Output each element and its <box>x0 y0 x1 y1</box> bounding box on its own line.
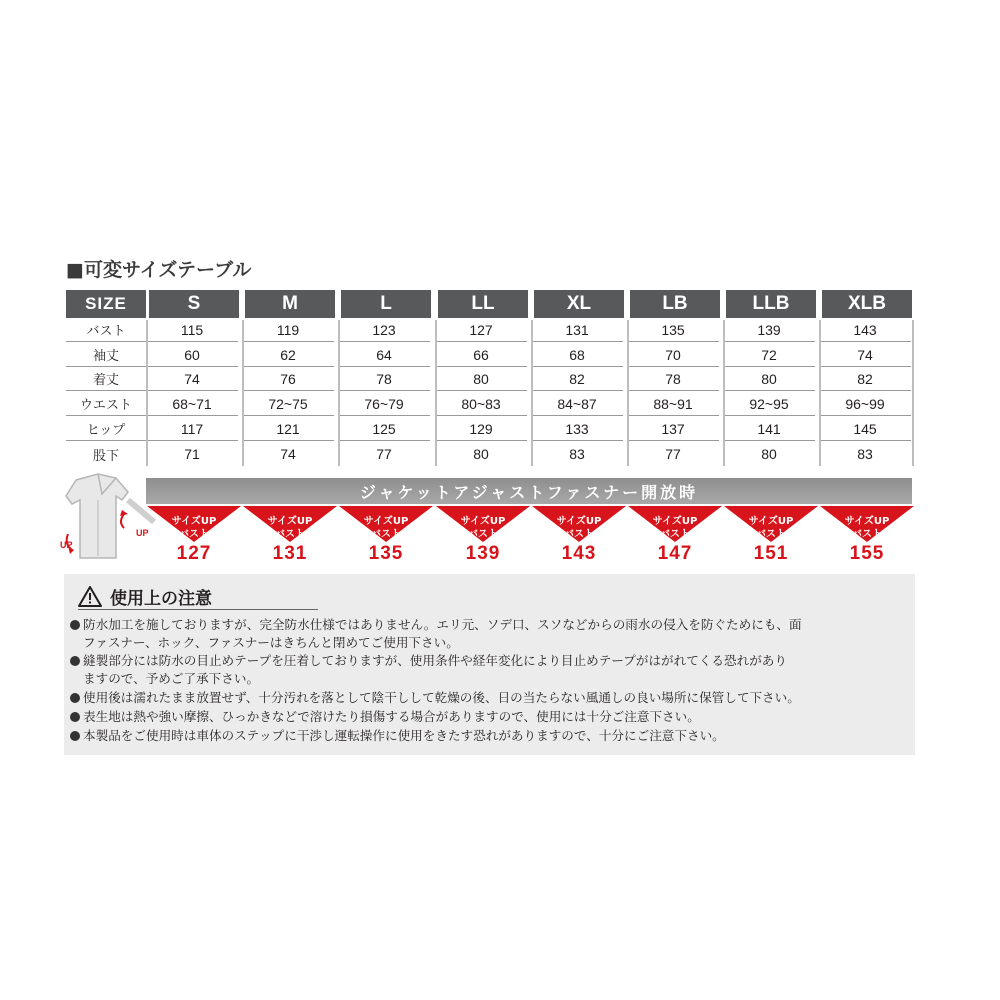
size-header-cell: LB <box>630 290 720 318</box>
page-title <box>66 255 251 281</box>
table-cell: 82 <box>819 367 911 391</box>
banner-label: ジャケットアジャストファスナー開放時 <box>359 482 699 502</box>
table-cell: 145 <box>819 417 911 441</box>
table-cell: 82 <box>531 367 623 391</box>
table-cell: 78 <box>627 367 719 391</box>
table-cell: 68 <box>531 343 623 367</box>
row-label: 袖丈 <box>66 343 146 367</box>
table-cell: 60 <box>146 343 238 367</box>
badge-value: 135 <box>368 543 404 564</box>
column-divider <box>338 320 340 466</box>
size-header-cell: S <box>149 290 239 318</box>
table-cell: 72 <box>723 343 815 367</box>
size-header-cell: L <box>341 290 431 318</box>
caution-title <box>78 584 318 610</box>
badge-line2: バスト <box>371 529 401 540</box>
table-cell: 78 <box>338 367 430 391</box>
table-cell: 83 <box>857 446 873 462</box>
badge-line1: サイズUP <box>363 516 409 527</box>
badge-value: 143 <box>561 543 597 564</box>
table-cell: 68~71 <box>146 392 238 416</box>
size-up-badge <box>532 506 626 566</box>
badge-line1: サイズUP <box>748 516 794 527</box>
size-header-cell: M <box>245 290 335 318</box>
badge-line1: サイズUP <box>844 516 890 527</box>
size-up-badge <box>724 506 818 566</box>
table-cell: 71 <box>184 446 200 462</box>
size-up-badge <box>243 506 337 566</box>
caution-note <box>70 616 910 652</box>
table-cell: 80~83 <box>435 392 527 416</box>
size-up-badge <box>147 506 241 566</box>
badge-line2: バスト <box>660 529 690 540</box>
table-cell: 133 <box>531 417 623 441</box>
jacket-illustration <box>58 470 158 566</box>
badge-line2: バスト <box>852 529 882 540</box>
table-cell: 74 <box>280 446 296 462</box>
table-cell: 123 <box>338 318 430 342</box>
badge-line2: バスト <box>179 529 209 540</box>
column-divider <box>242 320 244 466</box>
table-cell: 121 <box>242 417 334 441</box>
column-divider <box>819 320 821 466</box>
table-cell: 131 <box>531 318 623 342</box>
table-cell: 74 <box>819 343 911 367</box>
table-cell: 80 <box>723 367 815 391</box>
size-up-badge <box>436 506 530 566</box>
size-header: SIZE <box>66 290 146 318</box>
caution-note <box>70 727 910 745</box>
note-text: 本製品をご使用時は車体のステップに干渉し運転操作に使用をきたす恐れがありますので、十分にご注意下さい。 <box>83 728 725 743</box>
table-cell: 143 <box>819 318 911 342</box>
table-cell: 80 <box>473 446 489 462</box>
column-divider <box>435 320 437 466</box>
table-cell: 117 <box>146 417 238 441</box>
bullet-icon <box>70 731 80 741</box>
title-text: ■可変サイズテーブル <box>66 258 252 281</box>
column-divider <box>146 320 148 466</box>
badge-value: 139 <box>465 543 501 564</box>
table-cell: 88~91 <box>627 392 719 416</box>
badge-value: 127 <box>176 543 212 564</box>
table-cell: 72~75 <box>242 392 334 416</box>
note-text: ますので、予めご了承下さい。 <box>83 671 260 686</box>
note-text: 使用後は濡れたまま放置せず、十分汚れを落として陰干しして乾燥の後、日の当たらない風通しの良い場所に保管して下さい。 <box>83 690 800 705</box>
table-cell: 83 <box>569 446 585 462</box>
up-label-right: UP <box>136 528 149 538</box>
table-cell: 64 <box>338 343 430 367</box>
size-up-badge <box>820 506 914 566</box>
table-cell: 84~87 <box>531 392 623 416</box>
caution-box <box>64 574 915 755</box>
note-text: 表生地は熱や強い摩擦、ひっかきなどで溶けたり損傷する場合がありますので、使用には十分ご注意下さい。 <box>83 709 700 724</box>
table-cell: 96~99 <box>819 392 911 416</box>
table-cell: 115 <box>146 318 238 342</box>
up-label-left: UP <box>60 540 73 550</box>
table-cell: 119 <box>242 318 334 342</box>
badge-line1: サイズUP <box>267 516 313 527</box>
row-label: ウエスト <box>66 392 146 416</box>
table-cell: 80 <box>761 446 777 462</box>
table-cell: 77 <box>665 446 681 462</box>
table-cell: 135 <box>627 318 719 342</box>
table-cell: 125 <box>338 417 430 441</box>
table-cell: 76~79 <box>338 392 430 416</box>
note-text: 防水加工を施しておりますが、完全防水仕様ではありません。エリ元、ソデ口、スソなどからの雨水の侵入を防ぐためにも、面 <box>83 617 802 632</box>
bullet-icon <box>70 693 80 703</box>
table-cell: 74 <box>146 367 238 391</box>
table-cell: 77 <box>376 446 392 462</box>
table-cell: 139 <box>723 318 815 342</box>
bullet-icon <box>70 656 80 666</box>
size-up-badge <box>339 506 433 566</box>
row-label: 股下 <box>92 448 119 464</box>
badge-value: 155 <box>849 543 885 564</box>
badge-line2: バスト <box>564 529 594 540</box>
column-divider <box>627 320 629 466</box>
badge-value: 131 <box>272 543 308 564</box>
size-header-cell: XL <box>534 290 624 318</box>
table-cell: 127 <box>435 318 527 342</box>
table-cell: 70 <box>627 343 719 367</box>
row-label: ヒップ <box>66 417 146 441</box>
table-cell: 62 <box>242 343 334 367</box>
table-cell: 66 <box>435 343 527 367</box>
caution-note <box>70 652 910 688</box>
row-label: バスト <box>66 318 146 342</box>
row-label: 着丈 <box>66 367 146 391</box>
column-divider <box>912 320 914 466</box>
badge-line1: サイズUP <box>652 516 698 527</box>
badge-line1: サイズUP <box>460 516 506 527</box>
table-cell: 76 <box>242 367 334 391</box>
bullet-icon <box>70 620 80 630</box>
caution-note <box>70 708 910 726</box>
size-header-cell: LL <box>438 290 528 318</box>
badge-line2: バスト <box>468 529 498 540</box>
table-cell: 137 <box>627 417 719 441</box>
badge-line2: バスト <box>756 529 786 540</box>
column-divider <box>723 320 725 466</box>
zipper-open-banner <box>146 478 912 504</box>
size-header-cell: XLB <box>822 290 912 318</box>
badge-line1: サイズUP <box>171 516 217 527</box>
badge-value: 151 <box>753 543 789 564</box>
badge-line1: サイズUP <box>556 516 602 527</box>
table-cell: 92~95 <box>723 392 815 416</box>
table-cell: 129 <box>435 417 527 441</box>
badge-line2: バスト <box>275 529 305 540</box>
caution-title-text: 使用上の注意 <box>110 589 212 609</box>
caution-note <box>70 689 910 707</box>
table-cell: 80 <box>435 367 527 391</box>
warning-icon <box>78 586 102 607</box>
badge-value: 147 <box>657 543 693 564</box>
note-text: ファスナー、ホック、ファスナーはきちんと閉めてご使用下さい。 <box>83 635 459 650</box>
note-text: 縫製部分には防水の目止めテープを圧着しておりますが、使用条件や経年変化により目止めテープがはがれてくる恐れがあり <box>83 653 787 668</box>
table-cell: 141 <box>723 417 815 441</box>
size-header-cell: LLB <box>726 290 816 318</box>
bullet-icon <box>70 712 80 722</box>
size-up-badge <box>628 506 722 566</box>
column-divider <box>531 320 533 466</box>
